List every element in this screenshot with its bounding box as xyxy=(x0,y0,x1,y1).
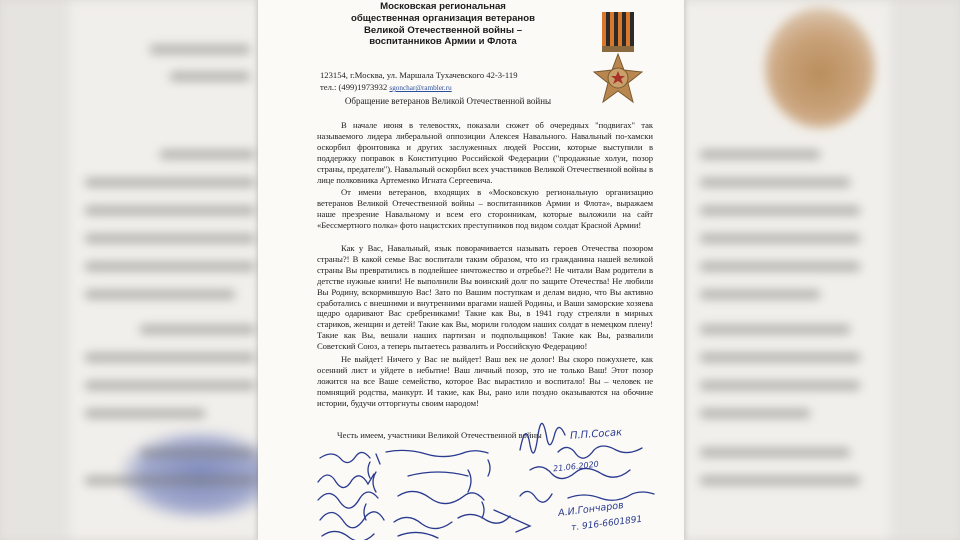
email-link[interactable]: sgonchar@rambler.ru xyxy=(389,84,452,92)
org-line-4: воспитанников Армии и Флота xyxy=(369,36,517,48)
org-line-3: Великой Отечественной войны – xyxy=(363,24,523,36)
paragraph-2: От имени ветеранов, входящих в «Московскую региональную организацию ветеранов Великой Отечественной войны – воспитанников Армии и Флота», выражаем наше презрение Навальному и всем его сторонникам, которые выложили на сайт «Бессмертного полка» фото нацистских преступников под видом солдат Красной Армии! xyxy=(317,187,653,230)
phone-line xyxy=(320,81,590,94)
letter-heading: Обращение ветеранов Великой Отечественной войны xyxy=(344,96,552,106)
letter-document xyxy=(258,0,684,540)
handwritten-date: 21.06.2020 xyxy=(552,459,600,474)
organization-title xyxy=(278,1,608,48)
paragraph-4: Не выйдет! Ничего у Вас не выйдет! Ваш век не долог! Вы скоро пожухнете, как осенний лист и уйдете в небытие! Ваш личный позор, это не только Ваш! Этот позор ложится на все Ваше семейство, которое Вас вырастило и воспитало! Вы – человек не помнящий родства, манкурт. И такие, как Вы, рано или поздно оказываются на обочине истории, будучи отторгнуты своим народом! xyxy=(317,354,653,408)
closing-line: Честь имеем, участники Великой Отечественной войны xyxy=(337,430,542,440)
blurred-medal-icon xyxy=(765,8,875,128)
handwritten-name: А.И.Гончаров xyxy=(557,500,625,519)
phone-text: тел.: (499)1973932 xyxy=(320,82,388,92)
org-line-1: Московская региональная xyxy=(380,1,506,12)
paragraph-3: Как у Вас, Навальный, язык поворачивается называть героев Отечества позором страны?! В какой семье Вас воспитали таким образом, что из гражданина нашей великой страны Вы превратились в подлейшее ничтожество и отребье?! Не читали Вам родители в детстве нужные книги! Не выполнили Вы воинский долг по защите Отечества! Не любили Вы Родину, вскормившую Вас! Зато по Вашим поступкам и делам видно, что Вы активно сработались с внешними и внутренними врагами нашей Родины, и Ваши заморские хозяева щедро одаривают Вас сребрениками! Такие как Вы, в 1941 году стреляли в мирных стариков, женщин и детей! Такие как Вы, морили голодом наших солдат в немецком плену! Такие как Вы, вешали наших партизан и подпольщиков! Такие как Вы, развалили Советский Союз, а теперь пытаетесь развалить и Российскую Федерацию! xyxy=(317,243,653,352)
handwritten-top-name: П.П.Сосак xyxy=(569,427,623,442)
handwritten-phone: т. 916-6601891 xyxy=(570,514,643,534)
contact-block xyxy=(320,69,590,94)
blurred-signature xyxy=(120,430,280,520)
paragraph-1: В начале июня в телевостях, показали сюжет об очередных "подвигах" так называемого лидера либеральной оппозиции Алексея Навального. Навальный по-хамски оскорбил фронтовика и других заслуженных людей России, которые выступили в поддержку поправок в Конституцию Российской Федерации ("продажные холуи, позор страны, предатели"). Навальный оскорбил всех участников Великой Отечественной войны в лице полковника Артеменко Игната Сергеевича. xyxy=(317,120,653,185)
org-line-2: общественная организация ветеранов xyxy=(351,12,535,24)
address-line: 123154, г.Москва, ул. Маршала Тухачевского 42-3-119 xyxy=(320,70,518,80)
